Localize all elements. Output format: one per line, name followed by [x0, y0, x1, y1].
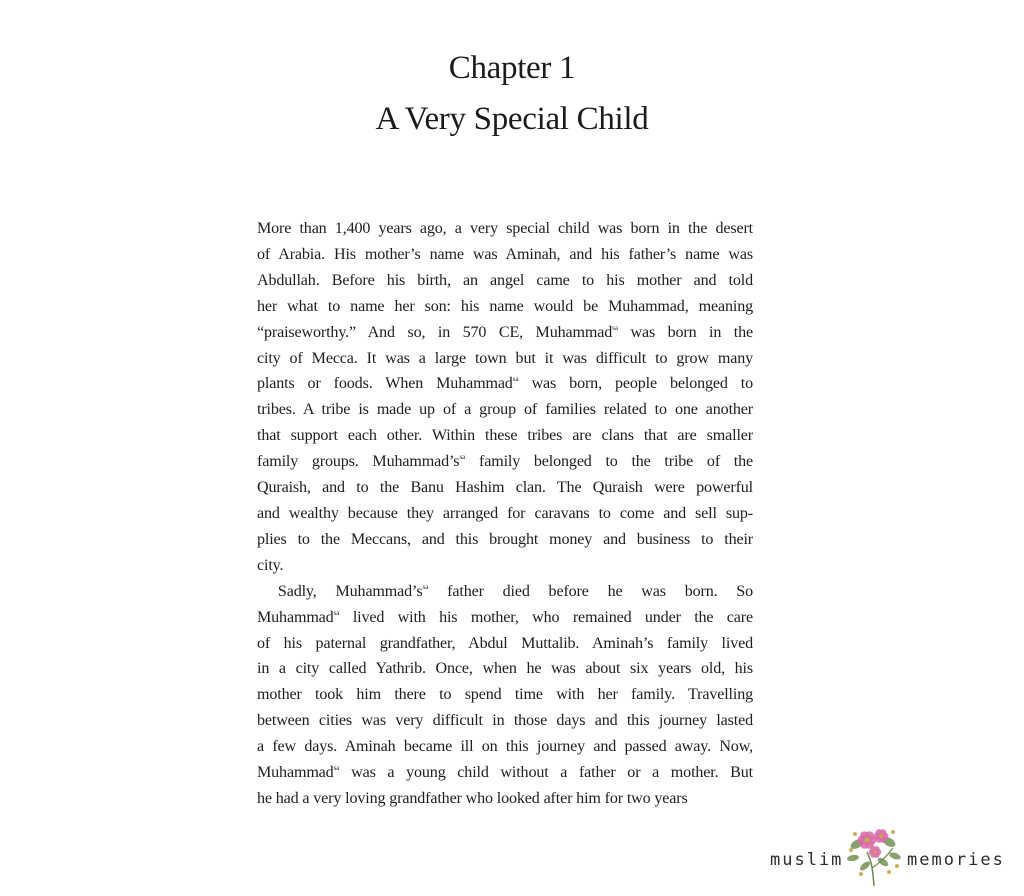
- brand-name-left: muslim: [770, 850, 844, 870]
- text-segment: city of Mecca. It was a large town but it was difficult to grow many: [257, 349, 753, 367]
- chapter-title: A Very Special Child: [375, 101, 649, 137]
- text-segment: lived with his mother, who remained under the care: [339, 608, 753, 626]
- text-segment: tribes. A tribe is made up of a group of families related to one another: [257, 401, 753, 419]
- text-line: [257, 294, 753, 320]
- text-segment: father died before he was born. So: [428, 582, 753, 600]
- chapter-number: Chapter 1: [448, 50, 576, 86]
- text-segment: Muhammad: [257, 608, 334, 626]
- text-segment: city.: [257, 556, 284, 574]
- text-line: [257, 320, 753, 346]
- brand-watermark: [770, 850, 1010, 880]
- text-line: [257, 786, 753, 812]
- text-segment: “praiseworthy.” And so, in 570 CE, Muhammad: [257, 323, 613, 341]
- honorific-superscript: sa: [333, 764, 340, 773]
- text-segment: plants or foods. When Muhammad: [257, 375, 513, 393]
- flower-center-icon: [864, 837, 869, 842]
- text-segment: Muhammad: [257, 764, 334, 782]
- text-line: [257, 527, 753, 553]
- honorific-superscript: sa: [459, 453, 466, 462]
- text-segment: Sadly, Muhammad’s: [277, 582, 423, 600]
- text-segment: was born, people belonged to: [518, 375, 754, 393]
- honorific-superscript: sa: [422, 582, 429, 591]
- text-line: [257, 553, 753, 579]
- bud-icon: [853, 832, 857, 836]
- text-segment: a few days. Aminah became ill on this journey and passed away. Now,: [257, 738, 753, 756]
- text-line: [257, 346, 753, 372]
- text-line: [257, 605, 753, 631]
- text-line: [257, 397, 753, 423]
- honorific-superscript: sa: [512, 375, 519, 384]
- text-segment: in a city called Yathrib. Once, when he was about six years old, his: [257, 660, 753, 678]
- text-line: [257, 682, 753, 708]
- chapter-body: [257, 216, 753, 812]
- text-line: [257, 449, 753, 475]
- text-line: [257, 242, 753, 268]
- text-line: [257, 216, 753, 242]
- text-line: [257, 579, 753, 605]
- text-segment: Quraish, and to the Banu Hashim clan. The Quraish were powerful: [257, 479, 753, 497]
- text-segment: and wealthy because they arranged for caravans to come and sell sup-: [257, 504, 753, 522]
- honorific-superscript: sa: [333, 608, 340, 617]
- text-segment: family belonged to the tribe of the: [465, 453, 753, 471]
- text-line: [257, 501, 753, 527]
- text-line: [257, 708, 753, 734]
- text-segment: he had a very loving grandfather who looked after him for two years: [257, 789, 688, 807]
- text-segment: between cities was very difficult in those days and this journey lasted: [257, 712, 753, 730]
- text-segment: was a young child without a father or a mother. But: [339, 764, 753, 782]
- text-segment: her what to name her son: his name would be Muhammad, meaning: [257, 297, 753, 315]
- honorific-superscript: sa: [612, 323, 618, 332]
- text-line: [257, 371, 753, 397]
- bud-icon: [891, 830, 895, 834]
- text-line: [257, 734, 753, 760]
- text-segment: More than 1,400 years ago, a very special child was born in the desert: [257, 220, 753, 237]
- text-line: [257, 268, 753, 294]
- text-segment: Abdullah. Before his birth, an angel came to his mother and told: [257, 271, 753, 289]
- text-line: [257, 423, 753, 449]
- text-segment: that support each other. Within these tribes are clans that are smaller: [257, 427, 753, 445]
- text-line: [257, 760, 753, 786]
- brand-name-right: memories: [907, 850, 1005, 870]
- flower-center-icon: [879, 834, 883, 838]
- text-segment: of his paternal grandfather, Abdul Muttalib. Aminah’s family lived: [257, 634, 753, 652]
- text-line: [257, 631, 753, 657]
- text-line: [257, 656, 753, 682]
- text-segment: was born in the: [617, 323, 753, 341]
- text-segment: of Arabia. His mother’s name was Aminah, and his father’s name was: [257, 245, 753, 263]
- text-segment: plies to the Meccans, and this brought money and business to their: [257, 530, 753, 548]
- text-segment: mother took him there to spend time with her family. Travelling: [257, 686, 753, 704]
- text-segment: family groups. Muhammad’s: [257, 453, 460, 471]
- text-line: [257, 475, 753, 501]
